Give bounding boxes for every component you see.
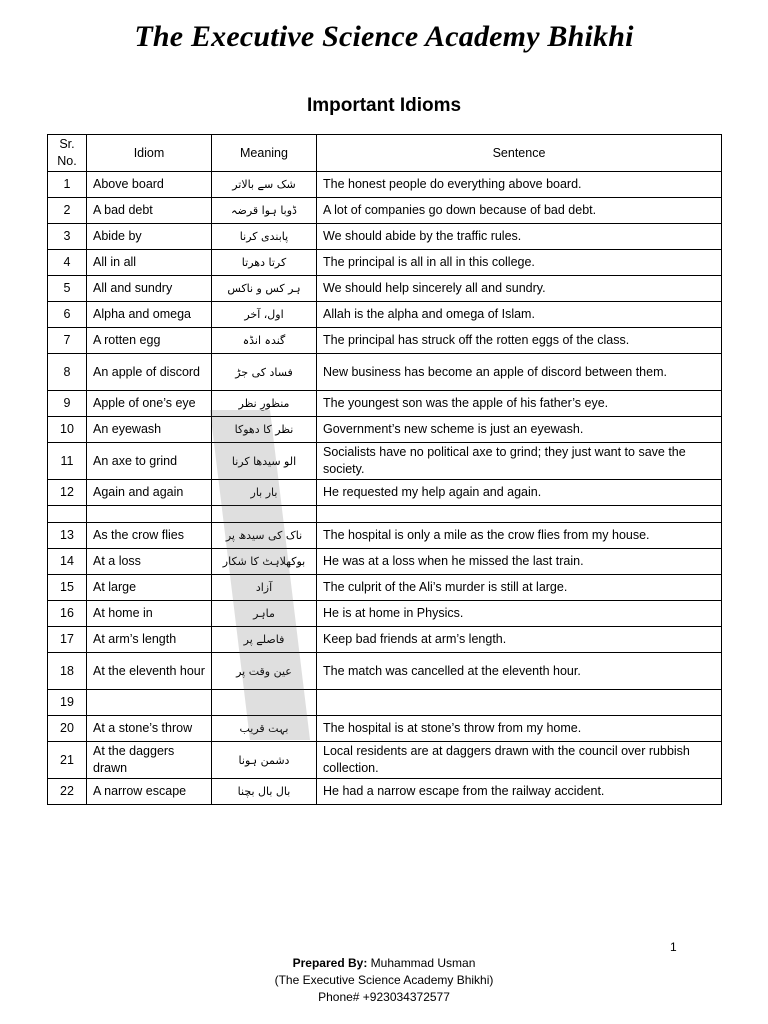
cell-sr-no: 12 [48, 480, 87, 506]
cell-meaning: بہت قریب [212, 716, 317, 742]
table-row [48, 549, 722, 575]
cell-sr-no: 1 [48, 172, 87, 198]
cell-sentence: The principal has struck off the rotten eggs of the class. [317, 328, 722, 354]
cell-sentence: The honest people do everything above board. [317, 172, 722, 198]
cell-meaning: اول، آخر [212, 302, 317, 328]
table-row [48, 250, 722, 276]
table-row [48, 506, 722, 523]
cell-sentence: The principal is all in all in this college. [317, 250, 722, 276]
cell-idiom: An apple of discord [87, 354, 212, 391]
cell-idiom: At home in [87, 601, 212, 627]
table-row [48, 779, 722, 805]
table-row [48, 601, 722, 627]
cell-sr-no: 14 [48, 549, 87, 575]
cell-sentence: New business has become an apple of discord between them. [317, 354, 722, 391]
table-header-row [48, 135, 722, 172]
table-row [48, 690, 722, 716]
cell-idiom: An eyewash [87, 417, 212, 443]
footer-phone: Phone# +923034372577 [318, 990, 450, 1004]
cell-idiom [87, 690, 212, 716]
cell-idiom: A narrow escape [87, 779, 212, 805]
cell-idiom: At arm’s length [87, 627, 212, 653]
cell-meaning: فاصلے پر [212, 627, 317, 653]
footer-prepared-by [0, 955, 768, 972]
header-idiom: Idiom [87, 135, 212, 172]
cell-meaning: بوکھلاہٹ کا شکار [212, 549, 317, 575]
header-sr-no: Sr. No. [48, 135, 87, 172]
cell-idiom: Above board [87, 172, 212, 198]
cell-sentence: We should abide by the traffic rules. [317, 224, 722, 250]
cell-meaning: گندہ انڈہ [212, 328, 317, 354]
table-row [48, 302, 722, 328]
cell-sr-no: 18 [48, 653, 87, 690]
cell-idiom: All in all [87, 250, 212, 276]
cell-sr-no: 13 [48, 523, 87, 549]
cell-idiom: Apple of one’s eye [87, 391, 212, 417]
cell-sr-no: 15 [48, 575, 87, 601]
table-row [48, 198, 722, 224]
cell-idiom: At the eleventh hour [87, 653, 212, 690]
cell-meaning: الو سیدھا کرنا [212, 443, 317, 480]
cell-idiom: A rotten egg [87, 328, 212, 354]
cell-sr-no: 20 [48, 716, 87, 742]
cell-sr-no: 6 [48, 302, 87, 328]
table-row [48, 443, 722, 480]
cell-sentence: He is at home in Physics. [317, 601, 722, 627]
header-sentence: Sentence [317, 135, 722, 172]
cell-sr-no: 9 [48, 391, 87, 417]
cell-sentence: Local residents are at daggers drawn with the council over rubbish collection. [317, 742, 722, 779]
table-row [48, 627, 722, 653]
cell-sr-no: 2 [48, 198, 87, 224]
cell-sr-no: 8 [48, 354, 87, 391]
table-row [48, 224, 722, 250]
table-row [48, 354, 722, 391]
cell-idiom: Alpha and omega [87, 302, 212, 328]
cell-meaning: ماہر [212, 601, 317, 627]
cell-sentence: Socialists have no political axe to grind; they just want to save the society. [317, 443, 722, 480]
cell-sr-no: 21 [48, 742, 87, 779]
document-title: The Executive Science Academy Bhikhi [134, 20, 634, 53]
cell-meaning: ناک کی سیدھ پر [212, 523, 317, 549]
cell-meaning: پابندی کرنا [212, 224, 317, 250]
cell-meaning: فساد کی جڑ [212, 354, 317, 391]
cell-idiom: Again and again [87, 480, 212, 506]
cell-meaning: عین وقت پر [212, 653, 317, 690]
cell-sentence: The hospital is only a mile as the crow flies from my house. [317, 523, 722, 549]
cell-meaning: آزاد [212, 575, 317, 601]
cell-sentence: We should help sincerely all and sundry. [317, 276, 722, 302]
cell-sr-no: 3 [48, 224, 87, 250]
cell-meaning: ہر کس و ناکس [212, 276, 317, 302]
table-row [48, 417, 722, 443]
cell-sentence: The youngest son was the apple of his father’s eye. [317, 391, 722, 417]
cell-idiom: At the daggers drawn [87, 742, 212, 779]
footer-academy: (The Executive Science Academy Bhikhi) [274, 973, 494, 987]
cell-sentence: He was at a loss when he missed the last train. [317, 549, 722, 575]
cell-sr-no: 7 [48, 328, 87, 354]
table-row [48, 742, 722, 779]
table-row [48, 480, 722, 506]
cell-meaning: بال بال بچنا [212, 779, 317, 805]
cell-sr-no: 16 [48, 601, 87, 627]
cell-sentence: A lot of companies go down because of bad debt. [317, 198, 722, 224]
cell-sr-no: 4 [48, 250, 87, 276]
table-row [48, 653, 722, 690]
cell-meaning: شک سے بالاتر [212, 172, 317, 198]
cell-meaning: منظورِ نظر [212, 391, 317, 417]
cell-sr-no: 11 [48, 443, 87, 480]
cell-sentence: He had a narrow escape from the railway accident. [317, 779, 722, 805]
cell-idiom: At a loss [87, 549, 212, 575]
cell-sr-no: 19 [48, 690, 87, 716]
footer-prepared-label: Prepared By: [292, 956, 368, 970]
table-row [48, 716, 722, 742]
cell-sentence: The match was cancelled at the eleventh hour. [317, 653, 722, 690]
cell-idiom: At large [87, 575, 212, 601]
table-row [48, 523, 722, 549]
cell-meaning: ڈوبا ہوا قرضہ [212, 198, 317, 224]
cell-sentence: Government’s new scheme is just an eyewash. [317, 417, 722, 443]
page-number: 1 [670, 940, 677, 954]
table-row [48, 575, 722, 601]
cell-sentence: The culprit of the Ali’s murder is still at large. [317, 575, 722, 601]
cell-sr-no: 17 [48, 627, 87, 653]
cell-meaning [212, 506, 317, 523]
cell-idiom: All and sundry [87, 276, 212, 302]
cell-meaning [212, 690, 317, 716]
cell-sentence [317, 506, 722, 523]
cell-idiom: At a stone’s throw [87, 716, 212, 742]
header-meaning: Meaning [212, 135, 317, 172]
idioms-table [47, 134, 722, 805]
cell-sentence: Keep bad friends at arm’s length. [317, 627, 722, 653]
cell-meaning: بار بار [212, 480, 317, 506]
cell-sr-no: 22 [48, 779, 87, 805]
table-row [48, 172, 722, 198]
table-body [48, 172, 722, 805]
cell-sentence [317, 690, 722, 716]
cell-idiom: An axe to grind [87, 443, 212, 480]
table-row [48, 328, 722, 354]
cell-meaning: دشمن ہونا [212, 742, 317, 779]
cell-sr-no: 10 [48, 417, 87, 443]
cell-idiom [87, 506, 212, 523]
cell-sr-no: 5 [48, 276, 87, 302]
cell-sentence: The hospital is at stone’s throw from my home. [317, 716, 722, 742]
cell-sr-no [48, 506, 87, 523]
cell-idiom: A bad debt [87, 198, 212, 224]
cell-meaning: نظر کا دھوکا [212, 417, 317, 443]
cell-meaning: کرتا دھرتا [212, 250, 317, 276]
table-row [48, 391, 722, 417]
footer [0, 955, 768, 1006]
cell-sentence: He requested my help again and again. [317, 480, 722, 506]
cell-idiom: As the crow flies [87, 523, 212, 549]
cell-idiom: Abide by [87, 224, 212, 250]
cell-sentence: Allah is the alpha and omega of Islam. [317, 302, 722, 328]
footer-prepared-name: Muhammad Usman [370, 956, 476, 970]
document-subtitle: Important Idioms [306, 95, 462, 116]
table-row [48, 276, 722, 302]
